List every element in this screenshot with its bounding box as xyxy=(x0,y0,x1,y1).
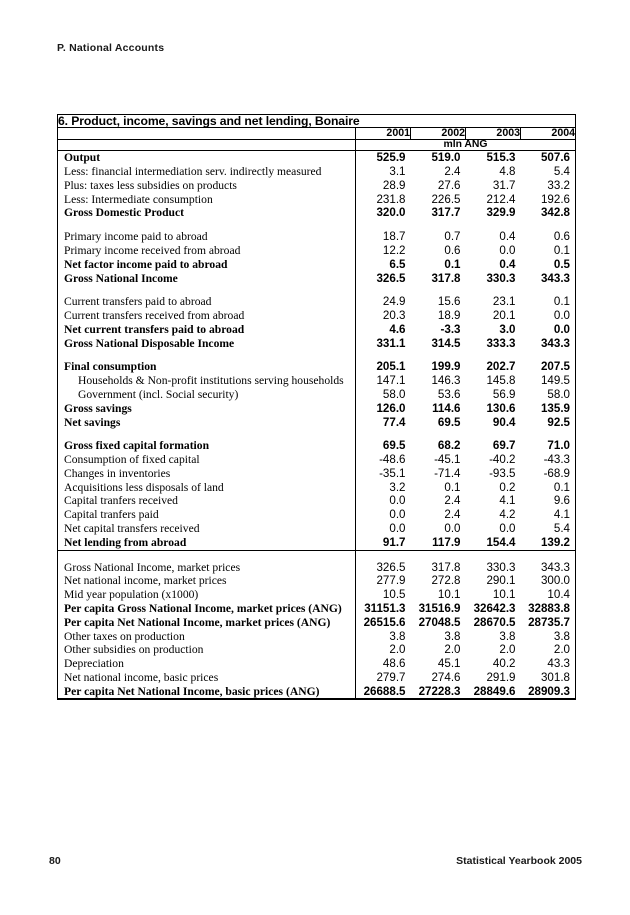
page-number: 80 xyxy=(49,855,61,867)
table-row xyxy=(58,671,576,685)
spacer-value-cell xyxy=(356,350,411,360)
row-value-2002: 114.6 xyxy=(432,401,461,415)
row-value-2004: 343.3 xyxy=(540,560,570,574)
row-value-2001: -35.1 xyxy=(356,467,411,481)
row-value-2001: 525.9 xyxy=(356,151,411,165)
row-label: Per capita Net National Income, market prices (ANG) xyxy=(64,615,331,629)
row-value-2003: 154.4 xyxy=(466,536,521,550)
row-value-2002: -71.4 xyxy=(434,466,461,480)
row-value-2002: 314.5 xyxy=(431,336,461,350)
row-label: Depreciation xyxy=(64,657,124,671)
row-value-2002: 27228.3 xyxy=(418,684,461,698)
row-value-2003: 40.2 xyxy=(492,657,516,671)
row-value-2004: 149.5 xyxy=(540,374,570,388)
row-value-2002: 3.8 xyxy=(444,629,461,643)
spacer-label-cell xyxy=(58,429,356,439)
row-value-2003: 20.1 xyxy=(492,309,516,323)
table-spacer-row xyxy=(58,220,576,230)
spacer-label-cell xyxy=(58,550,356,561)
row-value-2003: -93.5 xyxy=(489,466,516,480)
row-value-2001: -48.6 xyxy=(356,453,411,467)
row-value-2002: 2.4 xyxy=(444,508,461,522)
unit-label: mln ANG xyxy=(356,139,576,150)
table-row xyxy=(58,374,576,388)
year-header-2003: 2003 xyxy=(466,128,521,140)
row-label: Plus: taxes less subsidies on products xyxy=(64,178,237,192)
row-value-2003: 23.1 xyxy=(492,295,516,309)
row-value-2002: 317.7 xyxy=(431,206,461,220)
spacer-value-cell xyxy=(521,350,576,360)
table-row xyxy=(58,616,576,630)
table-row xyxy=(58,657,576,671)
row-value-2003: 3.8 xyxy=(499,629,516,643)
row-value-2004: 0.0 xyxy=(553,309,570,323)
row-label: Per capita Gross National Income, market prices (ANG) xyxy=(64,601,342,615)
row-value-2003: 202.7 xyxy=(486,360,516,374)
row-value-2002: 226.5 xyxy=(431,192,461,206)
row-value-2001: 3.2 xyxy=(356,481,411,495)
table-row xyxy=(58,165,576,179)
row-label: Net factor income paid to abroad xyxy=(64,257,228,271)
row-label: Less: financial intermediation serv. indirectly measured xyxy=(64,165,322,179)
spacer-value-cell xyxy=(466,429,521,439)
row-value-2002: 0.7 xyxy=(444,230,461,244)
spacer-label-cell xyxy=(58,220,356,230)
table-row xyxy=(58,602,576,616)
spacer-value-cell xyxy=(466,285,521,295)
spacer-value-cell xyxy=(411,429,466,439)
row-value-2002: 27.6 xyxy=(437,178,461,192)
row-value-2001: 277.9 xyxy=(356,574,411,588)
row-value-2004: 507.6 xyxy=(540,151,570,165)
row-value-2001: 326.5 xyxy=(356,561,411,575)
row-value-2003: 333.3 xyxy=(486,336,516,350)
row-value-2004: 343.3 xyxy=(540,271,570,285)
row-value-2003: 330.3 xyxy=(486,271,516,285)
spacer-value-cell xyxy=(411,220,466,230)
row-value-2001: 0.0 xyxy=(356,522,411,536)
row-value-2003: 145.8 xyxy=(486,374,516,388)
row-value-2002: -3.3 xyxy=(440,322,461,336)
row-value-2001: 26515.6 xyxy=(356,616,411,630)
table-title: 6. Product, income, savings and net lending, Bonaire xyxy=(58,115,576,128)
row-value-2001: 231.8 xyxy=(356,193,411,207)
year-header-2002: 2002 xyxy=(411,128,466,140)
row-value-2002: 519.0 xyxy=(431,151,461,165)
row-value-2002: 15.6 xyxy=(437,295,461,309)
row-label: Net lending from abroad xyxy=(58,536,356,550)
table-row xyxy=(58,574,576,588)
table-row xyxy=(58,179,576,193)
row-label: Other subsidies on production xyxy=(64,643,204,657)
row-label: Other taxes on production xyxy=(64,629,185,643)
row-value-2004: 5.4 xyxy=(553,165,570,179)
spacer-label-cell xyxy=(58,285,356,295)
row-value-2001: 2.0 xyxy=(356,643,411,657)
row-value-2002: 146.3 xyxy=(431,374,461,388)
row-value-2002: 2.4 xyxy=(444,165,461,179)
row-value-2001: 24.9 xyxy=(356,295,411,309)
spacer-value-cell xyxy=(466,350,521,360)
row-value-2004: 28735.7 xyxy=(528,615,570,629)
row-value-2004: 192.6 xyxy=(540,192,570,206)
row-value-2002: 117.9 xyxy=(411,536,466,550)
spacer-value-cell xyxy=(356,550,411,561)
statistics-table-container xyxy=(57,114,575,700)
row-label: Less: Intermediate consumption xyxy=(64,192,213,206)
table-row xyxy=(58,151,576,165)
row-value-2001: 48.6 xyxy=(356,657,411,671)
row-value-2004: 0.6 xyxy=(553,230,570,244)
row-value-2004: 343.3 xyxy=(540,336,570,350)
row-value-2004: 10.4 xyxy=(547,588,570,602)
row-value-2004: 71.0 xyxy=(547,439,570,453)
row-value-2001: 331.1 xyxy=(356,337,411,351)
row-value-2003: 212.4 xyxy=(486,192,516,206)
row-value-2001: 26688.5 xyxy=(356,685,411,700)
row-value-2004: 3.8 xyxy=(553,629,570,643)
row-label: Gross fixed capital formation xyxy=(64,439,210,453)
row-value-2001: 326.5 xyxy=(356,271,411,285)
row-value-2004: 43.3 xyxy=(547,657,570,671)
row-value-2001: 3.1 xyxy=(356,165,411,179)
row-value-2003: 10.1 xyxy=(492,588,516,602)
row-value-2001: 0.0 xyxy=(356,494,411,508)
row-value-2004: 0.0 xyxy=(553,322,570,336)
unit-row xyxy=(58,139,576,150)
row-value-2004: 342.8 xyxy=(540,206,570,220)
row-label: Consumption of fixed capital xyxy=(64,453,200,467)
row-value-2001: 147.1 xyxy=(356,374,411,388)
spacer-value-cell xyxy=(411,550,466,561)
row-value-2001: 320.0 xyxy=(356,206,411,220)
spacer-value-cell xyxy=(411,285,466,295)
row-value-2004: 301.8 xyxy=(540,670,570,684)
row-value-2001: 28.9 xyxy=(356,179,411,193)
row-label: Per capita Net National Income, basic prices (ANG) xyxy=(64,684,320,698)
spacer-value-cell xyxy=(521,550,576,561)
row-value-2003: 290.1 xyxy=(486,574,516,588)
spacer-value-cell xyxy=(521,220,576,230)
row-value-2002: 0.6 xyxy=(444,243,461,257)
row-value-2002: 69.5 xyxy=(437,415,461,429)
row-value-2003: -40.2 xyxy=(489,453,516,467)
row-value-2004: 5.4 xyxy=(553,522,570,536)
row-value-2003: 28670.5 xyxy=(473,615,516,629)
row-value-2004: 58.0 xyxy=(547,388,570,402)
row-value-2004: 9.6 xyxy=(553,494,570,508)
row-value-2003: 2.0 xyxy=(499,643,516,657)
table-row xyxy=(58,494,576,508)
row-value-2004: 28909.3 xyxy=(528,684,570,698)
table-row xyxy=(58,415,576,429)
row-value-2004: 32883.8 xyxy=(528,601,570,615)
row-label: Gross National Income xyxy=(64,271,178,285)
row-value-2003: 4.8 xyxy=(499,165,516,179)
national-accounts-table xyxy=(57,114,576,700)
table-row xyxy=(58,337,576,351)
row-value-2004: 0.1 xyxy=(553,480,570,494)
spacer-value-cell xyxy=(356,285,411,295)
row-value-2001: 31151.3 xyxy=(356,602,411,616)
table-row xyxy=(58,685,576,700)
row-value-2001: 12.2 xyxy=(356,244,411,258)
row-value-2003: 28849.6 xyxy=(473,684,516,698)
row-value-2004: 92.5 xyxy=(547,415,570,429)
row-value-2003: 291.9 xyxy=(486,670,516,684)
table-row xyxy=(58,323,576,337)
row-value-2001: 10.5 xyxy=(356,588,411,602)
row-value-2003: 329.9 xyxy=(486,206,516,220)
table-row xyxy=(58,561,576,575)
row-value-2001: 18.7 xyxy=(356,230,411,244)
row-value-2003: 56.9 xyxy=(492,388,516,402)
row-value-2002: 0.1 xyxy=(444,480,461,494)
table-row xyxy=(58,643,576,657)
row-label: Primary income received from abroad xyxy=(64,243,241,257)
row-label: Gross National Income, market prices xyxy=(64,560,241,574)
year-header-row xyxy=(58,128,576,140)
row-label: Gross savings xyxy=(64,401,132,415)
row-value-2002: 272.8 xyxy=(431,574,461,588)
table-row xyxy=(58,193,576,207)
row-value-2001: 4.6 xyxy=(356,323,411,337)
row-value-2002: 0.1 xyxy=(444,257,461,271)
spacer-value-cell xyxy=(356,429,411,439)
row-label: Output xyxy=(64,151,101,165)
table-row xyxy=(58,309,576,323)
row-value-2002: 10.1 xyxy=(437,588,461,602)
row-value-2004: 135.9 xyxy=(540,401,570,415)
table-row xyxy=(58,522,576,536)
row-value-2003: 0.0 xyxy=(499,522,516,536)
row-label: Net national income, basic prices xyxy=(64,670,219,684)
table-row xyxy=(58,588,576,602)
table-spacer-row xyxy=(58,350,576,360)
table-row xyxy=(58,453,576,467)
year-header-2001: 2001 xyxy=(356,128,411,140)
table-row xyxy=(58,536,576,550)
spacer-label-cell xyxy=(58,350,356,360)
table-row xyxy=(58,258,576,272)
row-label: Final consumption xyxy=(64,360,157,374)
row-value-2002: 18.9 xyxy=(437,309,461,323)
row-value-2003: 0.2 xyxy=(499,480,516,494)
row-value-2002: -45.1 xyxy=(434,453,461,467)
row-value-2004: -68.9 xyxy=(543,466,570,480)
row-value-2002: 274.6 xyxy=(431,670,461,684)
row-value-2004: 0.1 xyxy=(553,243,570,257)
table-row xyxy=(58,244,576,258)
spacer-value-cell xyxy=(521,285,576,295)
row-label: Capital tranfers received xyxy=(64,494,178,508)
row-value-2003: 0.4 xyxy=(499,257,516,271)
row-value-2003: 0.4 xyxy=(499,230,516,244)
row-value-2002: 53.6 xyxy=(437,388,461,402)
row-value-2002: 27048.5 xyxy=(418,615,461,629)
row-label: Households & Non-profit institutions serving households xyxy=(78,374,344,388)
row-value-2004: 0.1 xyxy=(553,295,570,309)
row-value-2003: 32642.3 xyxy=(473,601,516,615)
row-value-2001: 20.3 xyxy=(356,309,411,323)
row-value-2003: 31.7 xyxy=(492,178,516,192)
table-spacer-row xyxy=(58,429,576,439)
table-row xyxy=(58,388,576,402)
running-head: P. National Accounts xyxy=(57,42,165,54)
row-value-2001: 91.7 xyxy=(356,536,411,550)
year-header-2004: 2004 xyxy=(521,128,576,140)
row-label: Government (incl. Social security) xyxy=(78,388,239,402)
table-row xyxy=(58,271,576,285)
row-label: Current transfers received from abroad xyxy=(64,309,245,323)
row-value-2003: 0.0 xyxy=(499,243,516,257)
row-value-2001: 58.0 xyxy=(356,388,411,402)
row-value-2002: 317.8 xyxy=(431,560,461,574)
row-value-2003: 69.7 xyxy=(492,439,516,453)
row-label: Gross Domestic Product xyxy=(64,206,185,220)
row-value-2001: 3.8 xyxy=(356,629,411,643)
spacer-value-cell xyxy=(466,220,521,230)
table-row xyxy=(58,206,576,220)
row-label: Net national income, market prices xyxy=(64,574,227,588)
spacer-value-cell xyxy=(521,429,576,439)
row-value-2004: -43.3 xyxy=(543,453,570,467)
table-body xyxy=(58,115,576,151)
row-value-2002: 199.9 xyxy=(431,360,461,374)
row-value-2001: 126.0 xyxy=(356,402,411,416)
row-value-2002: 2.4 xyxy=(444,494,461,508)
table-row xyxy=(58,295,576,309)
table-row xyxy=(58,467,576,481)
row-label: Net savings xyxy=(64,415,121,429)
table-title-row xyxy=(58,115,576,128)
table-row xyxy=(58,629,576,643)
row-value-2003: 130.6 xyxy=(486,401,516,415)
row-value-2001: 0.0 xyxy=(356,508,411,522)
row-label: Primary income paid to abroad xyxy=(64,230,208,244)
row-label: Capital tranfers paid xyxy=(64,508,159,522)
row-value-2003: 4.1 xyxy=(499,494,516,508)
row-label: Gross National Disposable Income xyxy=(64,336,235,350)
row-value-2001: 279.7 xyxy=(356,671,411,685)
spacer-value-cell xyxy=(466,550,521,561)
row-label: Changes in inventories xyxy=(64,466,171,480)
table-spacer-row xyxy=(58,285,576,295)
row-value-2001: 205.1 xyxy=(356,360,411,374)
row-value-2004: 139.2 xyxy=(521,536,576,550)
row-value-2002: 0.0 xyxy=(444,522,461,536)
row-value-2003: 4.2 xyxy=(499,508,516,522)
row-value-2004: 33.2 xyxy=(547,178,570,192)
table-row xyxy=(58,230,576,244)
row-value-2004: 0.5 xyxy=(553,257,570,271)
row-value-2002: 317.8 xyxy=(431,271,461,285)
table-row xyxy=(58,439,576,453)
unit-blank xyxy=(58,139,356,150)
year-header-blank xyxy=(58,128,356,140)
spacer-value-cell xyxy=(411,350,466,360)
row-label: Net capital transfers received xyxy=(64,522,200,536)
row-label: Net current transfers paid to abroad xyxy=(64,322,245,336)
row-value-2002: 68.2 xyxy=(437,439,461,453)
table-row xyxy=(58,481,576,495)
row-value-2002: 45.1 xyxy=(437,657,461,671)
row-value-2001: 6.5 xyxy=(356,258,411,272)
row-value-2002: 2.0 xyxy=(444,643,461,657)
table-spacer-row xyxy=(58,550,576,561)
row-value-2003: 330.3 xyxy=(486,560,516,574)
spacer-value-cell xyxy=(356,220,411,230)
row-value-2002: 31516.9 xyxy=(418,601,461,615)
row-value-2003: 3.0 xyxy=(499,322,516,336)
row-value-2004: 4.1 xyxy=(553,508,570,522)
table-row xyxy=(58,402,576,416)
row-label: Mid year population (x1000) xyxy=(64,588,199,602)
row-label: Acquisitions less disposals of land xyxy=(64,480,224,494)
table-row xyxy=(58,360,576,374)
row-value-2004: 2.0 xyxy=(553,643,570,657)
publication-title: Statistical Yearbook 2005 xyxy=(456,855,582,867)
row-value-2001: 69.5 xyxy=(356,439,411,453)
row-value-2004: 300.0 xyxy=(540,574,570,588)
row-value-2001: 77.4 xyxy=(356,415,411,429)
row-value-2003: 515.3 xyxy=(486,151,516,165)
data-rows-body xyxy=(58,151,576,700)
row-value-2003: 90.4 xyxy=(492,415,516,429)
table-row xyxy=(58,508,576,522)
row-label: Current transfers paid to abroad xyxy=(64,295,212,309)
row-value-2004: 207.5 xyxy=(540,360,570,374)
